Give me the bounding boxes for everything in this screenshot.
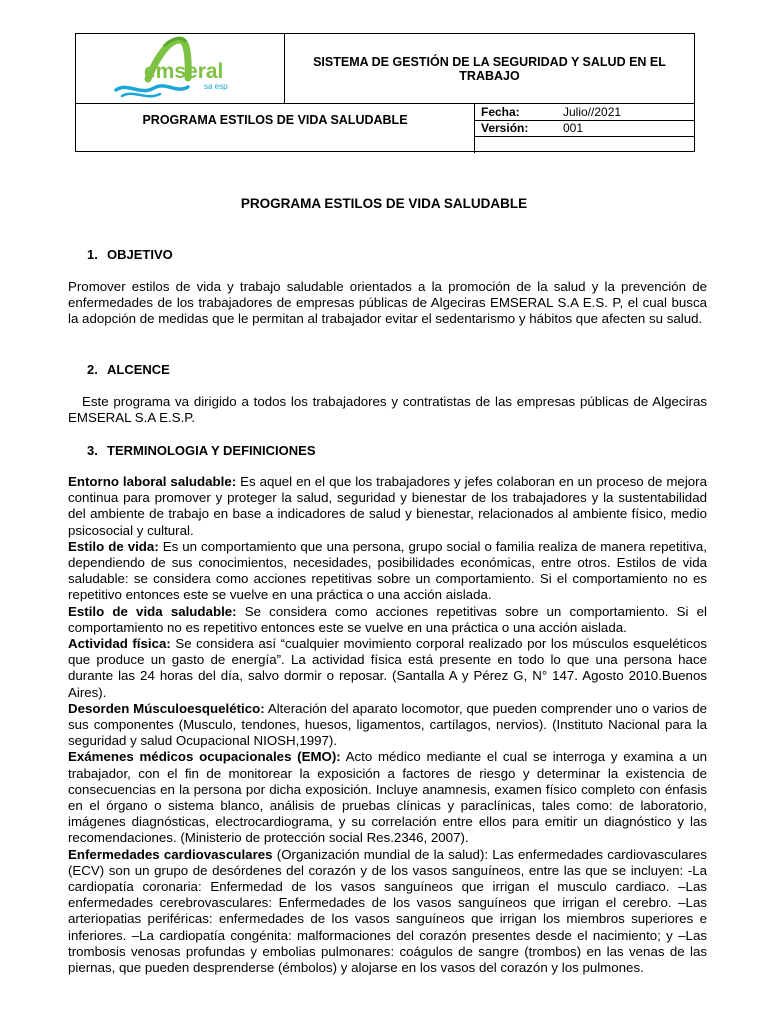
definition-term: Actividad física: (68, 636, 171, 652)
definition-text: Es un comportamiento que una persona, grupo social o familia realiza de manera repetitiva, dependiendo de sus conocimientos, necesidades, posibilidades económicas, entre otros. Estilos de vida saludable: se considera como acciones repetitivas sobre un comportamiento. Si el comportamiento no es repetitivo entonces este se vuelve en una práctica o una acción aislada. (68, 538, 707, 603)
definition-term: Estilo de vida saludable: (68, 603, 237, 619)
definition-text: Es aquel en el que los trabajadores y jefes colaboran en un proceso de mejora continua para promover y proteger la salud, seguridad y bienestar de los trabajadores y la sustentabilidad del ambiente de trabajo en base a indicadores de salud y bienestar, relacionados al ambiente físico, medio psicosocial y cultural. (68, 474, 707, 538)
section-heading-terminologia (87, 443, 316, 458)
document-title: PROGRAMA ESTILOS DE VIDA SALUDABLE (240, 196, 528, 211)
definition-term: Enfermedades cardiovasculares (68, 846, 273, 862)
alcence-paragraph: Este programa va dirigido a todos los trabajadores y contratistas de las empresas públicas de Algeciras EMSERAL S.A E.S.P. (68, 394, 707, 426)
definition-term: Entorno laboral saludable: (68, 474, 237, 489)
definition-term: Estilo de vida: (68, 538, 159, 554)
definition-item (68, 604, 707, 636)
definition-text: Se considera así “cualquier movimiento corporal realizado por los músculos esqueléticos que produce un gasto de energía”. La actividad física está presente en todo lo que una persona hace durante las 24 horas del día, salvo dormir o reposar. (Santalla A y Pérez G, N° 147. Agosto 2010.Buenos Aires). (68, 636, 707, 700)
definition-item (68, 474, 707, 539)
meta-cell (474, 104, 694, 153)
definition-item (68, 636, 707, 701)
program-title-cell: PROGRAMA ESTILOS DE VIDA SALUDABLE (142, 113, 408, 127)
section-title: ALCENCE (107, 362, 170, 377)
definition-term: Exámenes médicos ocupacionales (EMO): (68, 749, 341, 765)
empty-meta-row (475, 136, 694, 153)
objetivo-paragraph: Promover estilos de vida y trabajo saludable orientados a la promoción de la salud y la prevención de enfermedades de los trabajadores de empresas públicas de Algeciras EMSERAL S.A E.S. P, el cual busca la adopción de medidas que le permitan al trabajador evitar el sedentarismo y hábitos que afecten su salud. (68, 279, 707, 327)
section-heading-alcence (87, 362, 170, 377)
definition-item (68, 847, 707, 977)
version-value: 001 (563, 121, 584, 135)
section-number: 3. (87, 443, 98, 458)
version-row (475, 120, 694, 137)
fecha-value: Julio//2021 (563, 105, 622, 119)
definitions-block (68, 474, 707, 976)
version-label: Versión: (481, 121, 529, 135)
emseral-logo (76, 34, 285, 104)
fecha-row (475, 104, 694, 121)
document-header (75, 33, 695, 152)
logo-cell (76, 34, 285, 104)
section-number: 2. (87, 362, 98, 377)
section-title: TERMINOLOGIA Y DEFINICIONES (107, 443, 316, 458)
logo-subtitle-text: sa esp (204, 82, 228, 91)
section-title: OBJETIVO (107, 247, 173, 262)
definition-term: Desorden Músculoesquelético: (68, 700, 265, 716)
definition-text: Se considera como acciones repetitivas sobre un comportamiento. Si el comportamiento no es repetitivo entonces este se vuelve en una práctica o una acción aislada. (68, 603, 707, 635)
system-title: SISTEMA DE GESTIÓN DE LA SEGURIDAD Y SALUD EN EL TRABAJO (285, 34, 694, 104)
definition-item (68, 539, 707, 604)
definition-text: Acto médico mediante el cual se interroga y examina a un trabajador, con el fin de monitorear la exposición a factores de riesgo y determinar la existencia de consecuencias en la persona por dicha exposición. Incluye anamnesis, examen físico completo con énfasis en el órgano o sistema blanco, análisis de pruebas clínicas y paraclínicas, tales como: de laboratorio, imágenes diagnósticas, electrocardiograma, y su correlación entre ellos para emitir un diagnóstico y las recomendaciones. (Ministerio de protección social Res.2346, 2007). (68, 749, 707, 846)
logo-brand-text: emseral (144, 60, 224, 83)
definition-text: Alteración del aparato locomotor, que pueden comprender uno o varios de sus componentes (Musculo, tendones, huesos, ligamentos, cartílagos, nervios). (Instituto Nacional para la seguridad y salud Ocupacional NIOSH,1997). (68, 700, 707, 749)
section-number: 1. (87, 247, 98, 262)
section-heading-objetivo (87, 247, 173, 262)
definition-text: (Organización mundial de la salud): Las enfermedades cardiovasculares (ECV) son un grupo de desórdenes del corazón y de los vasos sanguíneos, entre las que se incluyen: -La cardiopatía coronaria: Enfermedad de los vasos sanguíneos que irrigan el musculo cardiaco. –Las enfermedades cerebrovasculares: Enfermedades de los vasos sanguíneos que irrigan el cerebro. –Las arteriopatias periféricas: enfermedades de los vasos sanguíneos que irrigan los miembros superiores e inferiores. –La cardiopatía congénita: malformaciones del corazón presentes desde el nacimiento; y –Las trombosis venosas profundas y embolias pulmonares: coágulos de sangre (trombos) en las venas de las piernas, que pueden desprenderse (émbolos) y alojarse en los vasos del corazón y los pulmones. (68, 846, 707, 976)
definition-item (68, 749, 707, 846)
fecha-label: Fecha: (481, 105, 520, 119)
definition-item (68, 701, 707, 750)
